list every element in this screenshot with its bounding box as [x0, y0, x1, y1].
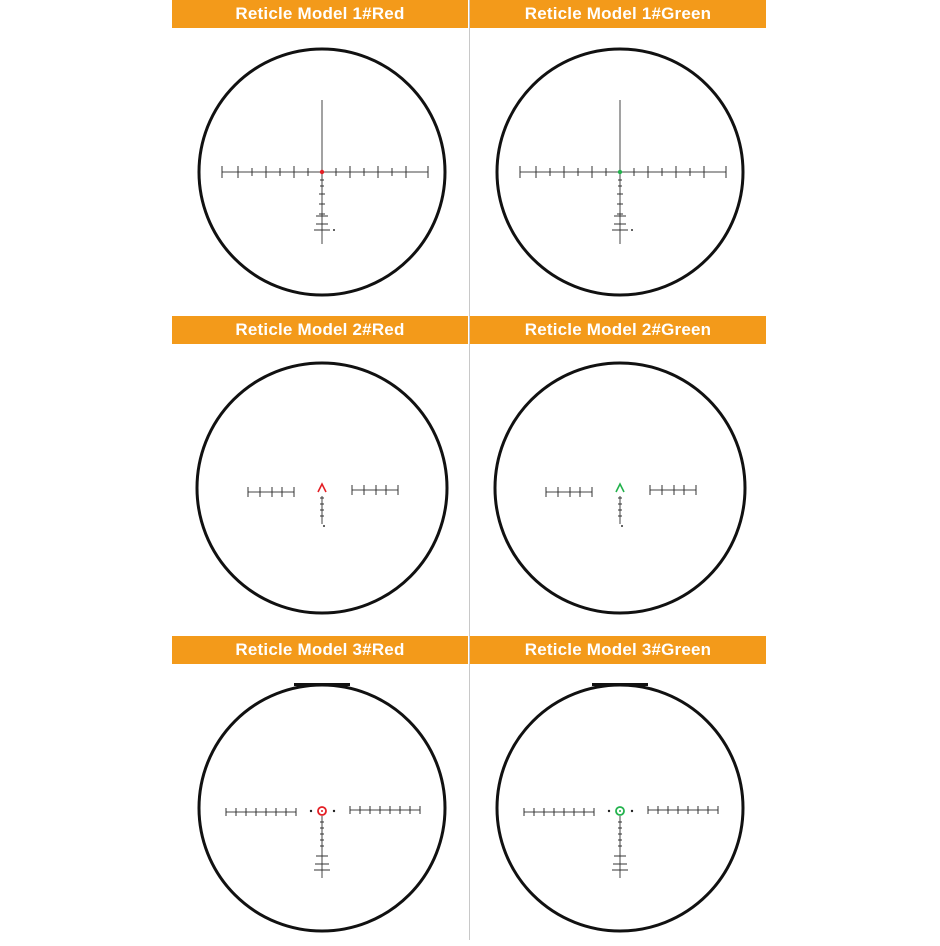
reticle-card-1-red — [172, 0, 468, 310]
reticle-title: Reticle Model 1#Green — [470, 0, 766, 28]
reticle-card-3-green — [470, 636, 766, 946]
range-dot — [621, 525, 623, 527]
reticle-1-red-image — [172, 34, 468, 310]
scope-ring — [197, 363, 447, 613]
side-dot — [333, 810, 335, 812]
reticle-card-2-red — [172, 316, 468, 626]
illuminated-center-dot — [320, 170, 324, 174]
scope-ring — [495, 363, 745, 613]
reticle-3-red-image — [172, 670, 468, 946]
illuminated-center-dot — [618, 170, 622, 174]
ring-notch — [592, 683, 648, 686]
reticle-card-3-red — [172, 636, 468, 946]
reticle-2-green-image — [470, 350, 766, 626]
range-dot — [631, 229, 633, 231]
illuminated-chevron — [318, 484, 326, 492]
reticle-card-2-green — [470, 316, 766, 626]
illuminated-center-dot — [619, 810, 621, 812]
range-dot — [333, 229, 335, 231]
range-dot — [323, 525, 325, 527]
side-dot — [310, 810, 312, 812]
reticle-title: Reticle Model 1#Red — [172, 0, 468, 28]
side-dot — [631, 810, 633, 812]
ring-notch — [294, 683, 350, 686]
reticle-title: Reticle Model 3#Red — [172, 636, 468, 664]
reticle-title: Reticle Model 3#Green — [470, 636, 766, 664]
reticle-card-1-green — [470, 0, 766, 310]
reticle-1-green-image — [470, 34, 766, 310]
side-dot — [608, 810, 610, 812]
reticle-title: Reticle Model 2#Green — [470, 316, 766, 344]
reticle-title: Reticle Model 2#Red — [172, 316, 468, 344]
reticle-3-green-image — [470, 670, 766, 946]
reticle-2-red-image — [172, 350, 468, 626]
illuminated-center-dot — [321, 810, 323, 812]
illuminated-chevron — [616, 484, 624, 492]
